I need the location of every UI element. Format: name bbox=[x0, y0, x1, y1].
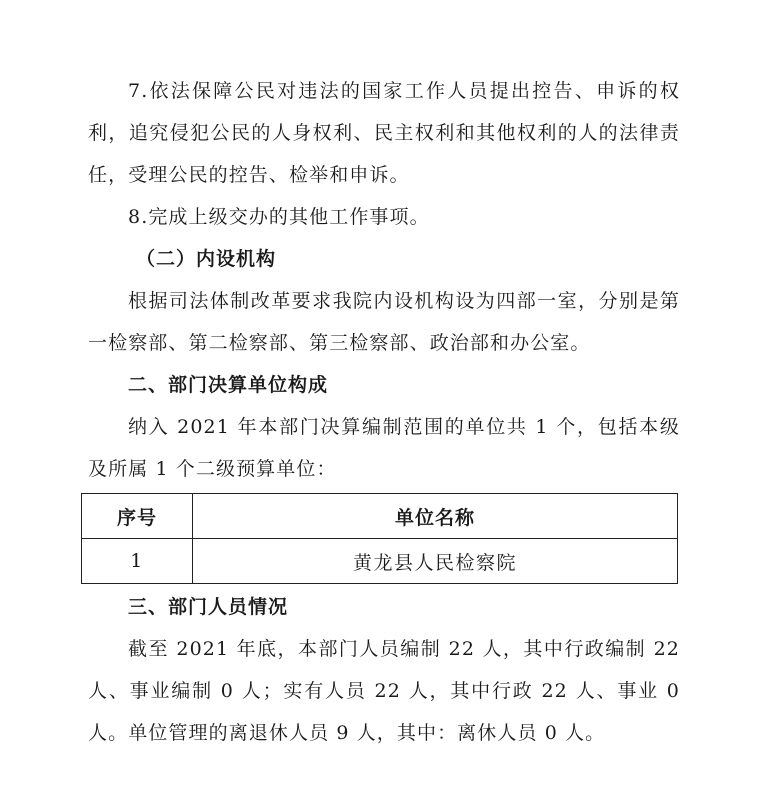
paragraph-duty-7: 7.依法保障公民对违法的国家工作人员提出控告、申诉的权利，追究侵犯公民的人身权利、民主权利和其他权利的人的法律责任，受理公民的控告、检举和申诉。 bbox=[88, 80, 680, 186]
table-cell-no: 1 bbox=[82, 539, 193, 584]
unit-table bbox=[81, 493, 678, 584]
table-header-no: 序号 bbox=[82, 494, 193, 539]
heading-internal-institutions: （二）内设机构 bbox=[136, 248, 277, 270]
paragraph-internal-institutions: 根据司法体制改革要求我院内设机构设为四部一室，分别是第一检察部、第二检察部、第三检察部、政治部和办公室。 bbox=[88, 290, 680, 354]
paragraph-unit-composition: 纳入 2021 年本部门决算编制范围的单位共 1 个，包括本级及所属 1 个二级预算单位： bbox=[88, 416, 680, 480]
table-header-row bbox=[82, 494, 678, 539]
table-row bbox=[82, 539, 678, 584]
heading-unit-composition: 二、部门决算单位构成 bbox=[128, 374, 329, 396]
heading-staff: 三、部门人员情况 bbox=[128, 596, 289, 618]
paragraph-duty-8: 8.完成上级交办的其他工作事项。 bbox=[128, 206, 430, 228]
paragraph-staff: 截至 2021 年底，本部门人员编制 22 人，其中行政编制 22 人、事业编制 0 人；实有人员 22 人，其中行政 22 人、事业 0 人。单位管理的离退休人员 9 人，其中：离休人员 0 人。 bbox=[88, 638, 680, 744]
table-cell-name: 黄龙县人民检察院 bbox=[193, 539, 678, 584]
document-page bbox=[88, 70, 680, 754]
table-header-name: 单位名称 bbox=[193, 494, 678, 539]
